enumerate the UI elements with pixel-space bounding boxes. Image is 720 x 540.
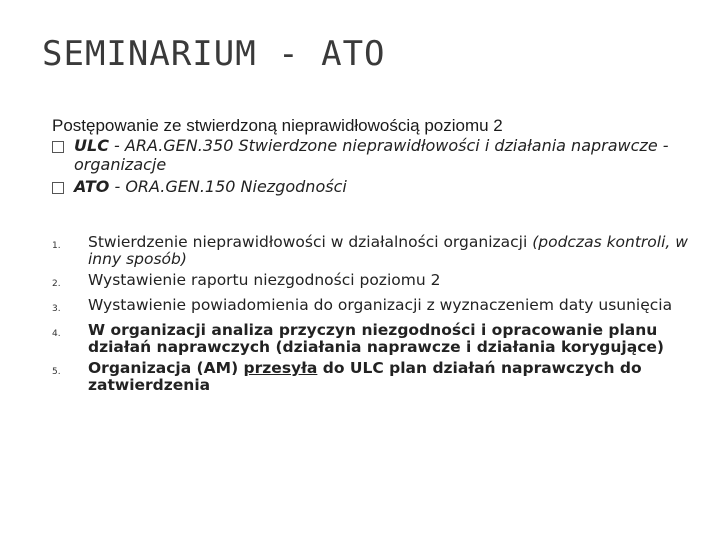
list-item-text: Wystawienie powiadomienia do organizacji z wyznaczeniem daty usunięcia — [88, 296, 673, 314]
content-section — [52, 116, 682, 196]
bullet-text — [74, 177, 347, 196]
slide-title: SEMINARIUM - ATO — [42, 34, 386, 74]
list-item-text — [88, 360, 692, 394]
item-italic-note: (podczas kontroli, w inny sposób) — [88, 233, 688, 268]
list-number: 1. — [52, 241, 61, 251]
list-item-text — [88, 234, 692, 268]
bullet-rest: - ORA.GEN.150 Niezgodności — [109, 177, 347, 196]
list-item-text: Wystawienie raportu niezgodności poziomu 2 — [88, 271, 441, 289]
list-number: 5. — [52, 367, 61, 377]
list-item-2 — [52, 272, 692, 293]
item-underlined-word: przesyła — [243, 359, 318, 377]
checkbox-bullet-icon — [52, 141, 64, 153]
item-text-after: do ULC plan działań naprawczych do zatwierdzenia — [88, 359, 642, 394]
item-main-text: Stwierdzenie nieprawidłowości w działalności organizacji — [88, 233, 533, 251]
list-item-4 — [52, 322, 692, 356]
list-number: 4. — [52, 329, 61, 339]
checkbox-bullet-icon — [52, 182, 64, 194]
bullet-ulc — [52, 136, 682, 174]
bullet-rest: - ARA.GEN.350 Stwierdzone nieprawidłowości i działania naprawcze - organizacje — [74, 136, 669, 174]
list-item-text: W organizacji analiza przyczyn niezgodności i opracowanie planu działań naprawczych (działania naprawcze i działania korygujące) — [88, 321, 664, 356]
list-item-1 — [52, 234, 692, 268]
list-item-3 — [52, 297, 692, 318]
bullet-text — [74, 136, 682, 174]
procedure-list — [52, 234, 692, 398]
list-number: 2. — [52, 279, 61, 289]
list-number: 3. — [52, 304, 61, 314]
list-item-5 — [52, 360, 692, 394]
section-heading: Postępowanie ze stwierdzoną nieprawidłowością poziomu 2 — [52, 116, 503, 135]
bullet-prefix: ATO — [74, 177, 110, 196]
bullet-ato — [52, 177, 682, 196]
bullet-prefix: ULC — [74, 136, 109, 155]
item-text-before: Organizacja (AM) — [88, 359, 244, 377]
